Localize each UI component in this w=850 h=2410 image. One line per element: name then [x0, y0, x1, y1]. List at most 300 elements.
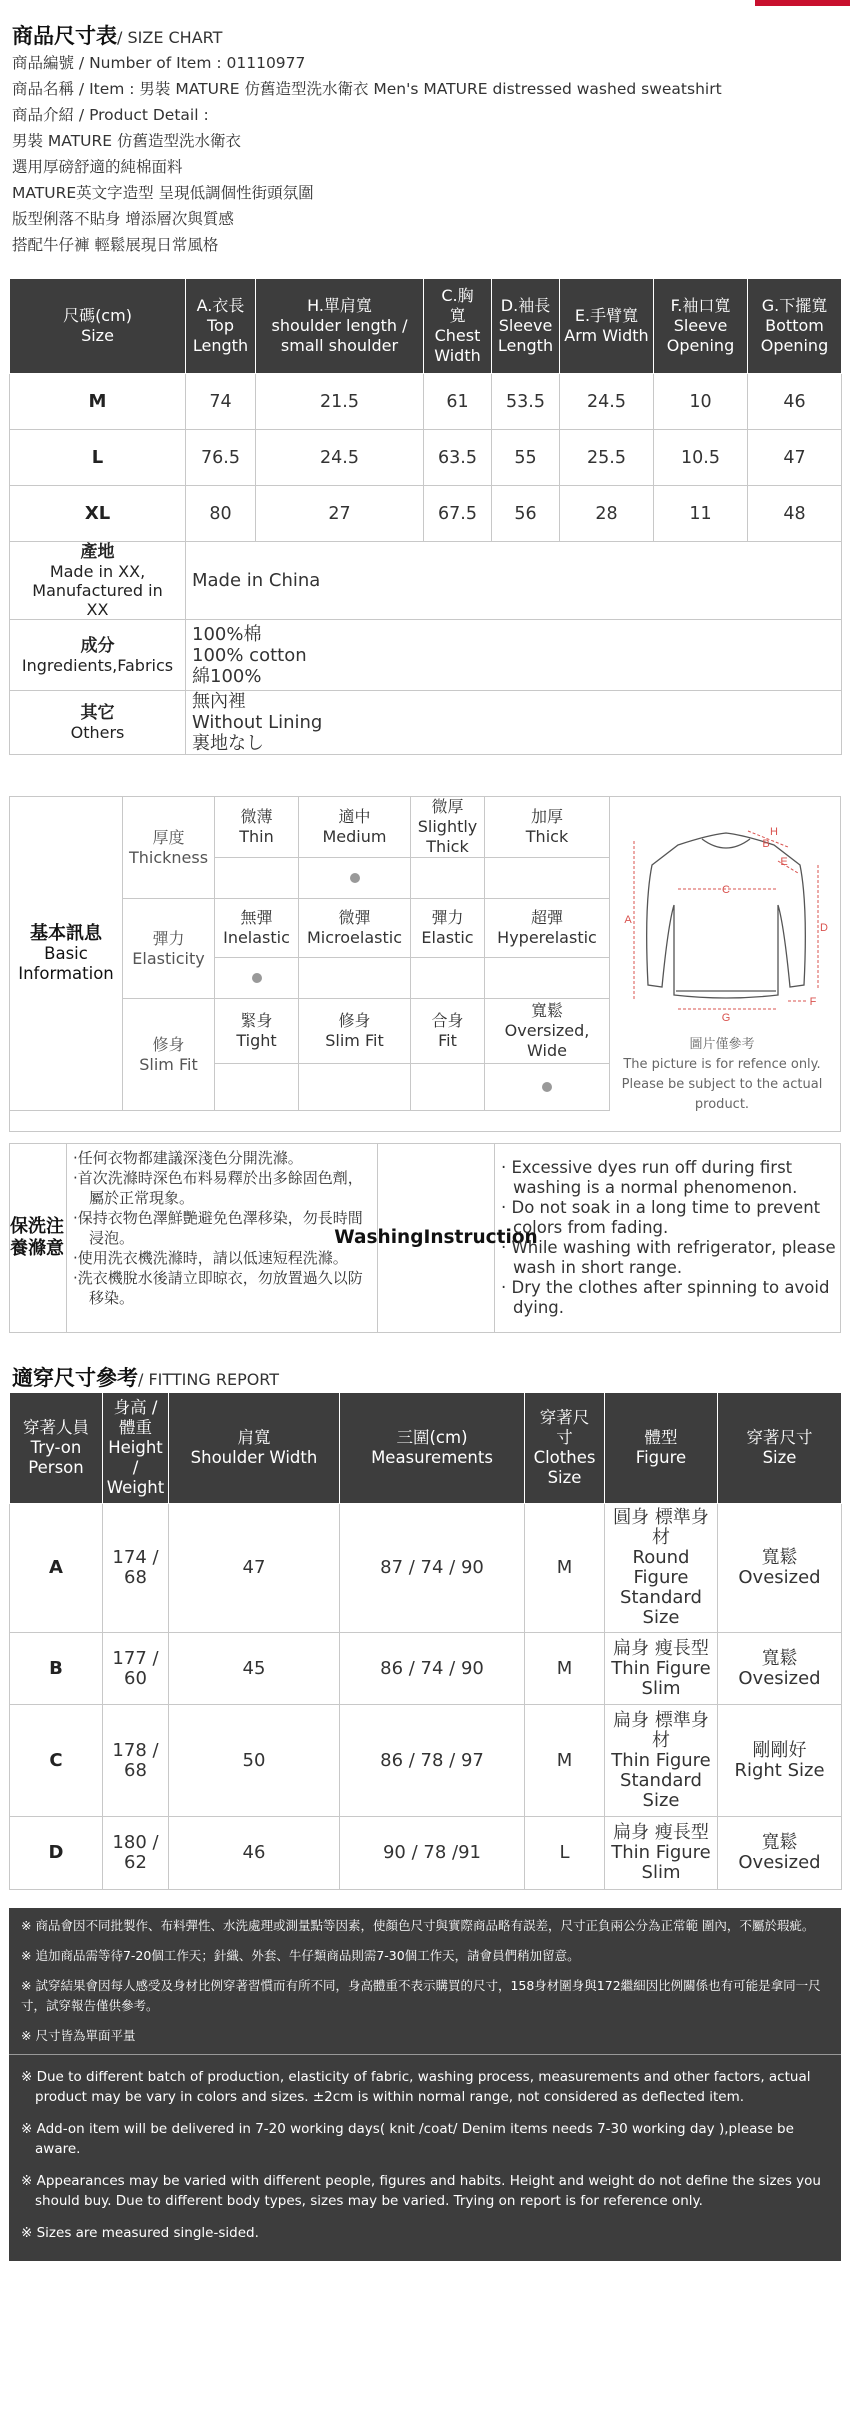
header-text: G.下擺寬 [761, 296, 828, 315]
washing-en-item: · Dry the clothes after spinning to avoid dying. [501, 1278, 830, 1317]
option-indicator [215, 858, 299, 899]
others-value-text: Without Lining [192, 712, 323, 733]
height-weight [103, 1817, 169, 1890]
option-indicator [215, 958, 299, 999]
others-row [10, 691, 842, 755]
option-indicator [299, 858, 411, 899]
option-text: 微厚 [431, 797, 464, 816]
option-text: 合身 [431, 1011, 464, 1030]
header-text: 肩寬 [237, 1428, 271, 1447]
size-cell: 25.5 [560, 430, 654, 486]
option-label [215, 999, 299, 1064]
option-label [411, 797, 485, 858]
hw-text: 60 [124, 1667, 147, 1689]
option-text: Thin [239, 827, 274, 846]
others-value-text: 裏地なし [192, 733, 264, 754]
others-label-zh: 其它 [80, 703, 115, 723]
washing-label-en [334, 1144, 538, 1332]
diagram-letter-e: E [780, 856, 788, 868]
category-text: Slim Fit [139, 1054, 198, 1074]
basic-information-table [9, 796, 610, 1111]
diagram-letter-c: C [722, 884, 730, 896]
hw-text: 68 [124, 1567, 147, 1588]
washing-notes-zh [66, 1144, 378, 1332]
option-text: 無彈 [240, 908, 273, 927]
figure-text: 材 [652, 1729, 670, 1751]
try-on-person: D [10, 1817, 103, 1890]
header-text: 體型 [644, 1428, 678, 1447]
notes-divider [9, 2054, 841, 2055]
header-text: shoulder length / [271, 316, 408, 335]
header-text: Clothes [533, 1448, 596, 1467]
washing-label-text: 注意 [46, 1216, 64, 1259]
header-text: 寸 [556, 1428, 573, 1447]
header-text: 三圍(cm) [396, 1428, 468, 1447]
info-line: MATURE英文字造型 呈現低調個性街頭氛圍 [12, 184, 314, 202]
option-text: Thick [525, 827, 569, 846]
header-text: / [132, 1458, 139, 1477]
clothes-size: L [525, 1817, 605, 1890]
size-col-header [424, 279, 492, 374]
try-on-person: C [10, 1705, 103, 1817]
size-chart-table [9, 278, 842, 755]
header-text: small shoulder [280, 336, 399, 355]
fabric-row [10, 620, 842, 691]
fitting-col-header [718, 1393, 842, 1504]
shoulder-width: 46 [169, 1817, 340, 1890]
others-value-text: 無內裡 [192, 691, 246, 712]
header-text: Width [434, 346, 481, 365]
fabric-label-zh: 成分 [80, 635, 115, 656]
figure-text: 扁身 瘦長型 [613, 1822, 709, 1843]
size-cell: 48 [748, 486, 842, 542]
size-cell: 10 [654, 374, 748, 430]
size-col-header [10, 279, 186, 374]
origin-row [10, 542, 842, 620]
washing-label-text: 保養 [10, 1216, 28, 1259]
fit-text: Ovesized [738, 1667, 821, 1689]
header-text: Shoulder Width [190, 1448, 318, 1467]
header-text: Weight [106, 1478, 165, 1497]
clothes-size: M [525, 1504, 605, 1633]
diagram-caption [604, 1035, 840, 1115]
fitting-report-table [9, 1392, 842, 1890]
option-text: Slightly [417, 817, 478, 836]
height-weight [103, 1705, 169, 1817]
selected-dot-icon [350, 873, 360, 883]
measurements: 86 / 74 / 90 [340, 1633, 525, 1705]
hw-text: 178 / [112, 1739, 159, 1761]
size-col-header [256, 279, 424, 374]
option-indicator [411, 858, 485, 899]
figure-text: Thin Figure [611, 1749, 711, 1771]
size-col-header [560, 279, 654, 374]
fitting-row [10, 1705, 842, 1817]
note-en: ※ Sizes are measured single-sided. [21, 2225, 259, 2241]
option-text: 超彈 [530, 908, 563, 927]
option-text: Fit [438, 1031, 457, 1050]
try-on-person: B [10, 1633, 103, 1705]
size-cell: 21.5 [256, 374, 424, 430]
washing-en-item: · While washing with refrigerator, please wash in short range. [501, 1238, 836, 1277]
option-text: Wide [527, 1041, 567, 1060]
option-text: 寬鬆 [530, 1001, 563, 1020]
header-text: 身高 / [113, 1398, 158, 1417]
top-accent-bar [755, 0, 850, 6]
option-text: Tight [236, 1031, 277, 1050]
figure [605, 1504, 718, 1633]
size-cell: 63.5 [424, 430, 492, 486]
size-chart-heading [12, 20, 222, 50]
washing-instructions [9, 1143, 841, 1333]
measurements: 87 / 74 / 90 [340, 1504, 525, 1633]
size-cell: 27 [256, 486, 424, 542]
size-chart-subtitle: / SIZE CHART [117, 28, 223, 47]
size-col-header [186, 279, 256, 374]
height-weight [103, 1633, 169, 1705]
basic-title-en: Information [18, 963, 114, 983]
fitting-header-row [10, 1393, 842, 1504]
basic-information-panel [9, 796, 841, 1132]
info-line: 商品編號 / Number of Item : 01110977 [12, 54, 306, 72]
info-line: 商品介紹 / Product Detail : [12, 106, 209, 124]
size-cell: 24.5 [256, 430, 424, 486]
size-label: L [10, 430, 186, 486]
size-cell: 67.5 [424, 486, 492, 542]
try-on-person: A [10, 1504, 103, 1633]
header-text: Person [28, 1458, 84, 1477]
others-value [186, 691, 842, 755]
option-indicator [215, 1064, 299, 1111]
header-text: Arm Width [564, 326, 649, 345]
fit-text: 剛剛好 [752, 1739, 807, 1761]
fitting-col-header [103, 1393, 169, 1504]
option-text: Slim Fit [325, 1031, 384, 1050]
figure-text: Round [632, 1547, 690, 1568]
header-text: Size [547, 1468, 582, 1487]
option-text: Oversized, [504, 1021, 590, 1040]
washing-zh-item: ·首次洗滌時深色布料易釋於出多餘固色劑，屬於正常現象。 [73, 1169, 363, 1207]
option-text: 微薄 [240, 807, 273, 826]
size-row [10, 486, 842, 542]
washing-mid-text: Instruction [423, 1227, 538, 1248]
size-cell: 47 [748, 430, 842, 486]
fitting-row [10, 1817, 842, 1890]
figure-text: Size [642, 1789, 680, 1811]
header-text: 穿著人員 [23, 1418, 89, 1437]
fit-text: Ovesized [738, 1567, 821, 1588]
size-cell: 74 [186, 374, 256, 430]
washing-label-zh [10, 1144, 64, 1332]
category-text: 厚度 [152, 827, 185, 847]
option-label [299, 899, 411, 958]
fitting-col-header [605, 1393, 718, 1504]
height-weight [103, 1504, 169, 1633]
fitting-subtitle: / FITTING REPORT [138, 1370, 280, 1389]
size-label: M [10, 374, 186, 430]
basic-title-en: Basic [44, 943, 88, 963]
notes-panel [9, 1908, 841, 2261]
info-line: 商品名稱 / Item : 男裝 MATURE 仿舊造型洗水衛衣 Men's MATURE distressed washed sweatshirt [12, 80, 722, 98]
header-text: Length [192, 336, 249, 355]
fabric-label [10, 620, 186, 691]
header-text: D.袖長 [500, 296, 551, 315]
hw-text: 180 / [112, 1832, 159, 1853]
info-line: 選用厚磅舒適的純棉面料 [12, 158, 183, 176]
others-label-text: Others [70, 723, 125, 742]
option-indicator [299, 958, 411, 999]
size-cell: 55 [492, 430, 560, 486]
figure-text: Size [642, 1607, 680, 1628]
size-chart-header-row [10, 279, 842, 374]
header-text: E.手臂寬 [574, 306, 639, 325]
note-en: ※ Add-on item will be delivered in 7-20 working days( knit /coat/ Denim items needs 7-30 working day ),please be aware. [21, 2121, 794, 2157]
measurements: 86 / 78 / 97 [340, 1705, 525, 1817]
option-text: 彈力 [431, 908, 464, 927]
selected-dot-icon [252, 973, 262, 983]
fitting-col-header [169, 1393, 340, 1504]
sweatshirt-measurement-diagram [618, 805, 834, 1035]
category-text: 修身 [152, 1034, 185, 1054]
category-text: Thickness [128, 847, 209, 867]
size-cell: 76.5 [186, 430, 256, 486]
shoulder-width: 45 [169, 1633, 340, 1705]
hw-text: 68 [124, 1759, 147, 1781]
product-info [12, 50, 722, 258]
option-label [215, 797, 299, 858]
fit-text: 寬鬆 [761, 1832, 798, 1853]
size-cell: 46 [748, 374, 842, 430]
header-text: 穿著尺寸 [746, 1428, 813, 1447]
option-text: Medium [322, 827, 387, 846]
figure-text: Figure [633, 1567, 689, 1588]
basic-info-title [10, 797, 123, 1111]
fit-text: Ovesized [738, 1852, 821, 1873]
info-line: 版型俐落不貼身 增添層次與質感 [12, 210, 234, 228]
option-label [411, 999, 485, 1064]
fit-result [718, 1504, 842, 1633]
clothes-size: M [525, 1633, 605, 1705]
option-text: 緊身 [240, 1011, 273, 1030]
caption-text: Please be subject to the actual [621, 1077, 823, 1092]
size-cell: 61 [424, 374, 492, 430]
washing-zh-item: ·保持衣物色澤鮮艷避免色澤移染，勿長時間浸泡。 [73, 1209, 363, 1247]
fitting-row [10, 1504, 842, 1633]
header-text: 穿著尺 [539, 1408, 590, 1427]
option-text: Elastic [421, 928, 474, 947]
fabric-value-text: 100%棉 [192, 623, 262, 645]
figure-text: 圓身 標準身 [613, 1507, 709, 1528]
header-text: Chest [434, 326, 481, 345]
option-label [485, 797, 610, 858]
option-label [485, 899, 610, 958]
caption-text: 圖片僅參考 [689, 1037, 755, 1052]
size-cell: 80 [186, 486, 256, 542]
note-zh: ※ 商品會因不同批製作、布料彈性、水洗處理或測量點等因素，使顏色尺寸與實際商品略有誤差，尺寸正負兩公分為正常範 圍內，不屬於瑕疵。 [21, 1918, 815, 1933]
option-text: Hyperelastic [497, 928, 597, 947]
header-text: C.胸 [441, 286, 474, 305]
figure-text: Slim [641, 1862, 681, 1883]
washing-en-item: · Excessive dyes run off during first washing is a normal phenomenon. [501, 1158, 798, 1197]
figure-text: Standard [620, 1769, 702, 1791]
figure [605, 1705, 718, 1817]
size-col-header [748, 279, 842, 374]
category-label [123, 797, 215, 899]
option-indicator [299, 1064, 411, 1111]
others-label [10, 691, 186, 755]
header-text: Try-on [30, 1438, 82, 1457]
fit-result [718, 1817, 842, 1890]
fit-result [718, 1633, 842, 1705]
option-text: Thick [426, 837, 469, 856]
header-text: Top [207, 316, 234, 335]
note-zh: ※ 試穿結果會因每人感受及身材比例穿著習慣而有所不同，身高體重不表示購買的尺寸，158身材圍身與172繼細因比例關係也有可能是拿同一尺寸，試穿報告僅供參考。 [21, 1978, 821, 2013]
fit-text: Right Size [734, 1759, 825, 1781]
header-text: Opening [666, 336, 735, 355]
option-label [215, 899, 299, 958]
size-cell: 28 [560, 486, 654, 542]
header-text: 寬 [449, 306, 466, 325]
size-cell: 24.5 [560, 374, 654, 430]
diagram-letter-b: B [762, 838, 770, 850]
option-indicator [411, 1064, 485, 1111]
header-text: Length [497, 336, 554, 355]
header-text: Height [108, 1438, 163, 1457]
header-text: Bottom [765, 316, 824, 335]
washing-notes-en [495, 1144, 840, 1332]
figure-text: Thin Figure [611, 1842, 711, 1863]
option-text: 修身 [338, 1011, 371, 1030]
option-text: 微彈 [338, 908, 371, 927]
header-text: A.衣長 [196, 296, 245, 315]
size-cell: 53.5 [492, 374, 560, 430]
diagram-letter-g: G [721, 1012, 731, 1024]
figure-text: Slim [641, 1677, 681, 1699]
diagram-letter-h: H [770, 826, 778, 838]
size-col-header [654, 279, 748, 374]
origin-label-zh: 產地 [80, 542, 115, 562]
washing-label-text: 洗滌 [28, 1216, 46, 1259]
fitting-row [10, 1633, 842, 1705]
option-indicator [411, 958, 485, 999]
option-label [299, 797, 411, 858]
header-text: Figure [635, 1448, 687, 1467]
figure [605, 1817, 718, 1890]
washing-mid-text: Washing [334, 1227, 424, 1248]
basic-option-row [10, 797, 610, 858]
measurements: 90 / 78 /91 [340, 1817, 525, 1890]
origin-value-text: Made in China [192, 570, 321, 591]
diagram-letter-d: D [820, 922, 828, 934]
origin-value [186, 542, 842, 620]
figure-text: Standard [620, 1587, 702, 1608]
fit-result [718, 1705, 842, 1817]
shoulder-width: 47 [169, 1504, 340, 1633]
category-label [123, 899, 215, 999]
size-cell: 56 [492, 486, 560, 542]
fitting-report-heading [12, 1362, 279, 1392]
caption-text: product. [694, 1097, 750, 1112]
header-text: Sleeve [673, 316, 728, 335]
basic-title-zh: 基本訊息 [30, 922, 102, 944]
option-label [299, 999, 411, 1064]
header-text: 體重 [119, 1418, 152, 1437]
washing-zh-item: ·洗衣機脫水後請立即晾衣，勿放置過久以防移染。 [73, 1269, 363, 1307]
option-text: 適中 [338, 807, 371, 826]
figure-text: 扁身 瘦長型 [613, 1637, 709, 1659]
hw-text: 62 [124, 1852, 147, 1873]
note-zh: ※ 追加商品需等待7-20個工作天；針織、外套、牛仔類商品則需7-30個工作天，請會員們稍加留意。 [21, 1948, 580, 1963]
option-text: Inelastic [223, 928, 290, 947]
header-text: Size [81, 326, 114, 345]
origin-label-text: XX [86, 600, 109, 619]
shoulder-width: 50 [169, 1705, 340, 1817]
fitting-title: 適穿尺寸參考 [12, 1366, 138, 1390]
info-line: 男裝 MATURE 仿舊造型洗水衛衣 [12, 132, 242, 150]
figure-text: Thin Figure [611, 1657, 711, 1679]
hw-text: 177 / [112, 1647, 159, 1669]
option-label [485, 999, 610, 1064]
fitting-col-header [10, 1393, 103, 1504]
fabric-value [186, 620, 842, 691]
size-label: XL [10, 486, 186, 542]
note-en: ※ Due to different batch of production, elasticity of fabric, washing process, measurements and other factors, actual product may be vary in colors and sizes. ±2cm is within normal range, not considered as deflected item. [21, 2069, 811, 2105]
origin-label-text: Manufactured in [32, 581, 163, 600]
hw-text: 174 / [112, 1547, 159, 1568]
note-zh: ※ 尺寸皆為單面平量 [21, 2028, 136, 2043]
category-label [123, 999, 215, 1111]
size-col-header [492, 279, 560, 374]
caption-text: The picture is for refence only. [623, 1057, 821, 1072]
option-indicator [485, 858, 610, 899]
size-cell: 10.5 [654, 430, 748, 486]
fitting-col-header [525, 1393, 605, 1504]
info-line: 搭配牛仔褲 輕鬆展現日常風格 [12, 236, 219, 254]
header-text: Size [762, 1448, 797, 1467]
option-label [411, 899, 485, 958]
option-text: Microelastic [306, 928, 402, 947]
option-indicator [485, 958, 610, 999]
header-text: Measurements [371, 1448, 493, 1467]
origin-label [10, 542, 186, 620]
option-text: 加厚 [530, 807, 563, 826]
header-text: 尺碼(cm) [63, 306, 132, 325]
fit-text: 寬鬆 [761, 1547, 798, 1568]
size-cell: 11 [654, 486, 748, 542]
category-text: 彈力 [152, 928, 185, 948]
fabric-value-text: 綿100% [192, 665, 262, 687]
header-text: H.單肩寬 [307, 296, 372, 315]
clothes-size: M [525, 1705, 605, 1817]
header-text: F.袖口寬 [670, 296, 731, 315]
size-row [10, 430, 842, 486]
size-chart-title: 商品尺寸表 [12, 24, 117, 48]
washing-en-item: · Do not soak in a long time to prevent colors from fading. [501, 1198, 821, 1237]
fit-text: 寬鬆 [761, 1647, 798, 1669]
fabric-value-text: 100% cotton [192, 644, 307, 666]
size-row [10, 374, 842, 430]
selected-dot-icon [542, 1082, 552, 1092]
option-indicator [485, 1064, 610, 1111]
diagram-letter-f: F [809, 996, 817, 1008]
figure-text: 扁身 標準身 [613, 1709, 709, 1731]
diagram-letter-a: A [624, 914, 632, 926]
category-text: Elasticity [132, 948, 205, 968]
fitting-col-header [340, 1393, 525, 1504]
origin-label-text: Made in XX, [49, 562, 146, 581]
header-text: Opening [760, 336, 829, 355]
washing-zh-item: ·使用洗衣機洗滌時，請以低速短程洗滌。 [73, 1249, 348, 1267]
